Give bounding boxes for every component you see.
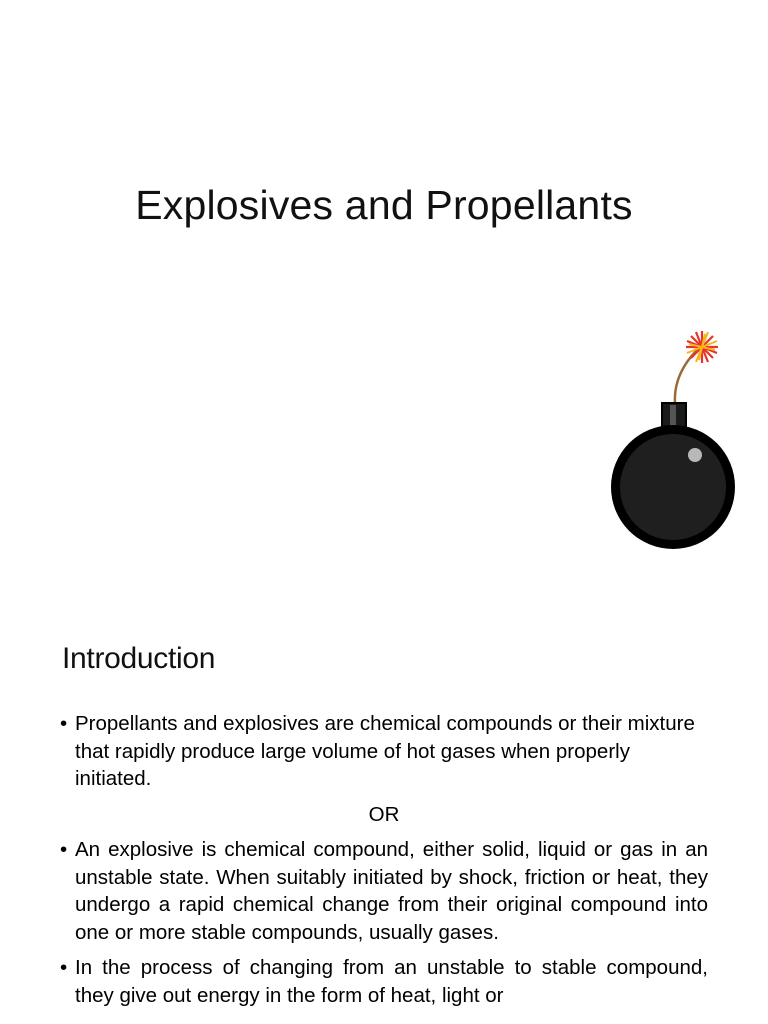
or-separator: OR [368,802,400,826]
slide-title: Explosives and Propellants [135,182,633,228]
bomb-icon [600,325,745,560]
bullet-item: • An explosive is chemical compound, either solid, liquid or gas in an unstable state. When suitably initiated by shock, friction or heat, they undergo a rapid chemical change from their original compound into one or more stable compounds, usually gases. [60,836,708,946]
introduction-slide [0,590,768,1024]
bullet-item: • In the process of changing from an unstable to stable compound, they give out energy in the form of heat, light or [60,954,708,1009]
bullet-item: • Propellants and explosives are chemical compounds or their mixture that rapidly produce large volume of hot gases when properly initiated. [60,710,708,793]
body-text [60,710,708,1009]
section-heading: Introduction [62,642,216,675]
